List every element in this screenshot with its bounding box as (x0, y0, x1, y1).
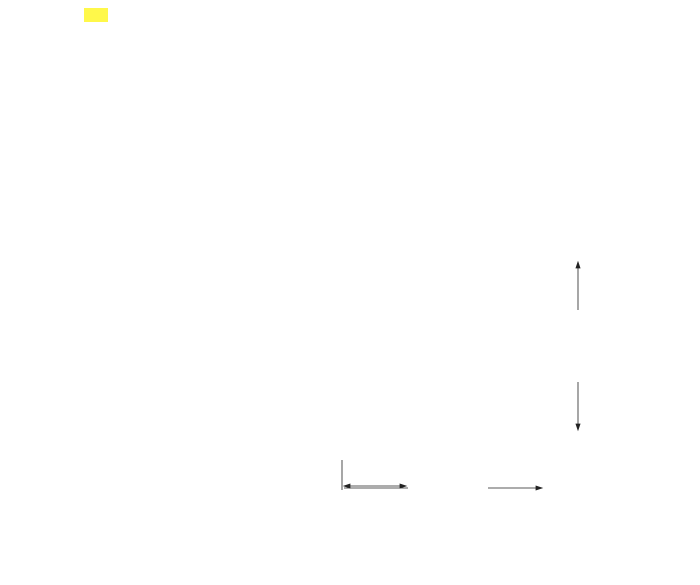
dim-small (342, 460, 406, 490)
dim-small-arrow-right (400, 484, 406, 488)
dim-bottom-arrow-right (536, 486, 542, 490)
framing-plan (342, 262, 580, 490)
dim-bottom (344, 486, 542, 490)
dim-right (576, 262, 580, 430)
dim-small-arrow-left (344, 484, 350, 488)
dim-right-arrow-bottom (576, 424, 580, 430)
dim-right-arrow-top (576, 262, 580, 268)
